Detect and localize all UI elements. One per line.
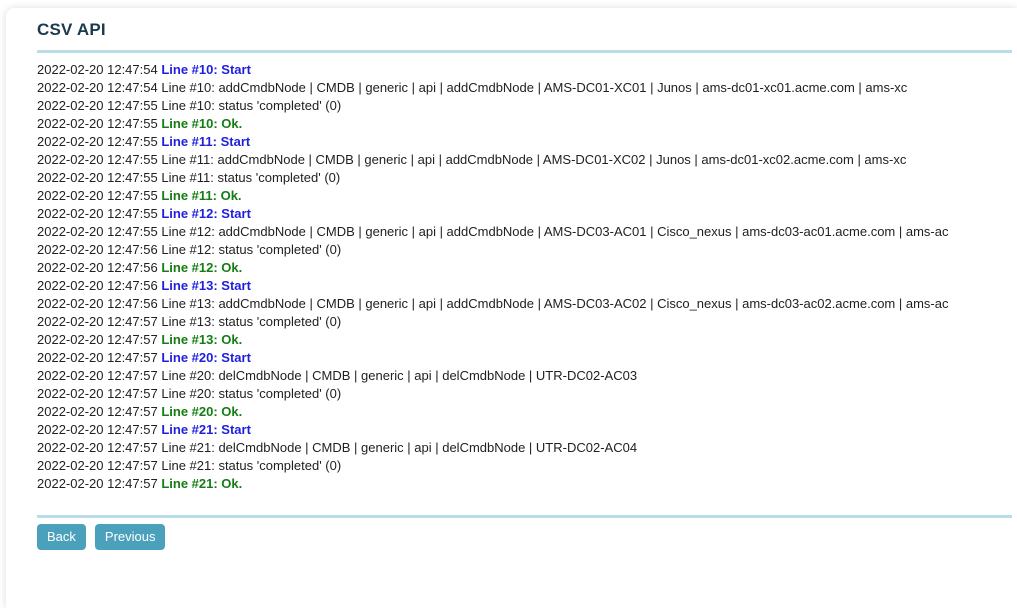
log-message: Line #12: Start bbox=[161, 206, 251, 221]
log-timestamp: 2022-02-20 12:47:54 bbox=[37, 80, 158, 95]
log-message: Line #13: Ok. bbox=[161, 332, 243, 347]
log-timestamp: 2022-02-20 12:47:55 bbox=[37, 170, 158, 185]
log-message: Line #10: status 'completed' (0) bbox=[161, 98, 342, 113]
log-row bbox=[37, 403, 1012, 421]
log-timestamp: 2022-02-20 12:47:54 bbox=[37, 62, 158, 77]
log-timestamp: 2022-02-20 12:47:57 bbox=[37, 350, 158, 365]
previous-button[interactable]: Previous bbox=[95, 524, 166, 550]
log-timestamp: 2022-02-20 12:47:57 bbox=[37, 314, 158, 329]
log-message: Line #13: addCmdbNode | CMDB | generic | api | addCmdbNode | AMS-DC03-AC02 | Cisco_nexus | ams-dc03-ac02.acme.com | ams-ac bbox=[161, 296, 949, 311]
log-row bbox=[37, 421, 1012, 439]
log-message: Line #13: status 'completed' (0) bbox=[161, 314, 342, 329]
log-message: Line #20: Start bbox=[161, 350, 251, 365]
log-message: Line #12: Ok. bbox=[161, 260, 243, 275]
log-timestamp: 2022-02-20 12:47:55 bbox=[37, 206, 158, 221]
log-message: Line #21: Ok. bbox=[161, 476, 243, 491]
log-timestamp: 2022-02-20 12:47:57 bbox=[37, 386, 158, 401]
log-timestamp: 2022-02-20 12:47:57 bbox=[37, 332, 158, 347]
log-row bbox=[37, 259, 1012, 277]
log-message: Line #11: Ok. bbox=[161, 188, 242, 203]
footer-buttons bbox=[37, 524, 1012, 550]
title-divider bbox=[37, 50, 1012, 53]
log-timestamp: 2022-02-20 12:47:57 bbox=[37, 422, 158, 437]
log-row bbox=[37, 133, 1012, 151]
log-message: Line #11: status 'completed' (0) bbox=[161, 170, 341, 185]
log-timestamp: 2022-02-20 12:47:55 bbox=[37, 116, 158, 131]
log-timestamp: 2022-02-20 12:47:57 bbox=[37, 476, 158, 491]
footer-divider bbox=[37, 515, 1012, 518]
log-timestamp: 2022-02-20 12:47:55 bbox=[37, 98, 158, 113]
log-message: Line #20: Ok. bbox=[161, 404, 243, 419]
log-row bbox=[37, 295, 1012, 313]
log-row bbox=[37, 205, 1012, 223]
log-message: Line #10: Ok. bbox=[161, 116, 243, 131]
log-message: Line #10: Start bbox=[161, 62, 251, 77]
log-message: Line #12: status 'completed' (0) bbox=[161, 242, 342, 257]
log-list bbox=[37, 61, 1012, 493]
log-timestamp: 2022-02-20 12:47:57 bbox=[37, 404, 158, 419]
log-message: Line #21: Start bbox=[161, 422, 251, 437]
log-message: Line #12: addCmdbNode | CMDB | generic | api | addCmdbNode | AMS-DC03-AC01 | Cisco_nexus | ams-dc03-ac01.acme.com | ams-ac bbox=[161, 224, 949, 239]
content-card bbox=[6, 8, 1017, 608]
log-row bbox=[37, 457, 1012, 475]
log-row bbox=[37, 151, 1012, 169]
log-row bbox=[37, 115, 1012, 133]
log-row bbox=[37, 97, 1012, 115]
log-row bbox=[37, 277, 1012, 295]
log-timestamp: 2022-02-20 12:47:57 bbox=[37, 368, 158, 383]
log-message: Line #13: Start bbox=[161, 278, 251, 293]
log-message: Line #11: Start bbox=[161, 134, 251, 149]
log-message: Line #21: delCmdbNode | CMDB | generic | api | delCmdbNode | UTR-DC02-AC04 bbox=[161, 440, 638, 455]
log-timestamp: 2022-02-20 12:47:55 bbox=[37, 224, 158, 239]
log-row bbox=[37, 79, 1012, 97]
log-message: Line #21: status 'completed' (0) bbox=[161, 458, 342, 473]
log-row bbox=[37, 313, 1012, 331]
log-row bbox=[37, 367, 1012, 385]
log-row bbox=[37, 187, 1012, 205]
log-timestamp: 2022-02-20 12:47:56 bbox=[37, 260, 158, 275]
log-timestamp: 2022-02-20 12:47:56 bbox=[37, 278, 158, 293]
log-message: Line #20: delCmdbNode | CMDB | generic | api | delCmdbNode | UTR-DC02-AC03 bbox=[161, 368, 638, 383]
log-timestamp: 2022-02-20 12:47:57 bbox=[37, 440, 158, 455]
log-timestamp: 2022-02-20 12:47:55 bbox=[37, 152, 158, 167]
log-row bbox=[37, 169, 1012, 187]
log-row bbox=[37, 331, 1012, 349]
log-timestamp: 2022-02-20 12:47:56 bbox=[37, 296, 158, 311]
log-row bbox=[37, 223, 1012, 241]
log-row bbox=[37, 439, 1012, 457]
log-row bbox=[37, 241, 1012, 259]
log-message: Line #10: addCmdbNode | CMDB | generic | api | addCmdbNode | AMS-DC01-XC01 | Junos | ams-dc01-xc01.acme.com | ams-xc bbox=[161, 80, 908, 95]
back-button[interactable]: Back bbox=[37, 524, 86, 550]
log-timestamp: 2022-02-20 12:47:55 bbox=[37, 134, 158, 149]
log-row bbox=[37, 385, 1012, 403]
log-timestamp: 2022-02-20 12:47:56 bbox=[37, 242, 158, 257]
log-row bbox=[37, 61, 1012, 79]
page-title: CSV API bbox=[37, 20, 106, 39]
log-row bbox=[37, 475, 1012, 493]
log-row bbox=[37, 349, 1012, 367]
log-timestamp: 2022-02-20 12:47:57 bbox=[37, 458, 158, 473]
log-message: Line #20: status 'completed' (0) bbox=[161, 386, 342, 401]
log-timestamp: 2022-02-20 12:47:55 bbox=[37, 188, 158, 203]
log-message: Line #11: addCmdbNode | CMDB | generic | api | addCmdbNode | AMS-DC01-XC02 | Junos | ams-dc01-xc02.acme.com | ams-xc bbox=[161, 152, 907, 167]
